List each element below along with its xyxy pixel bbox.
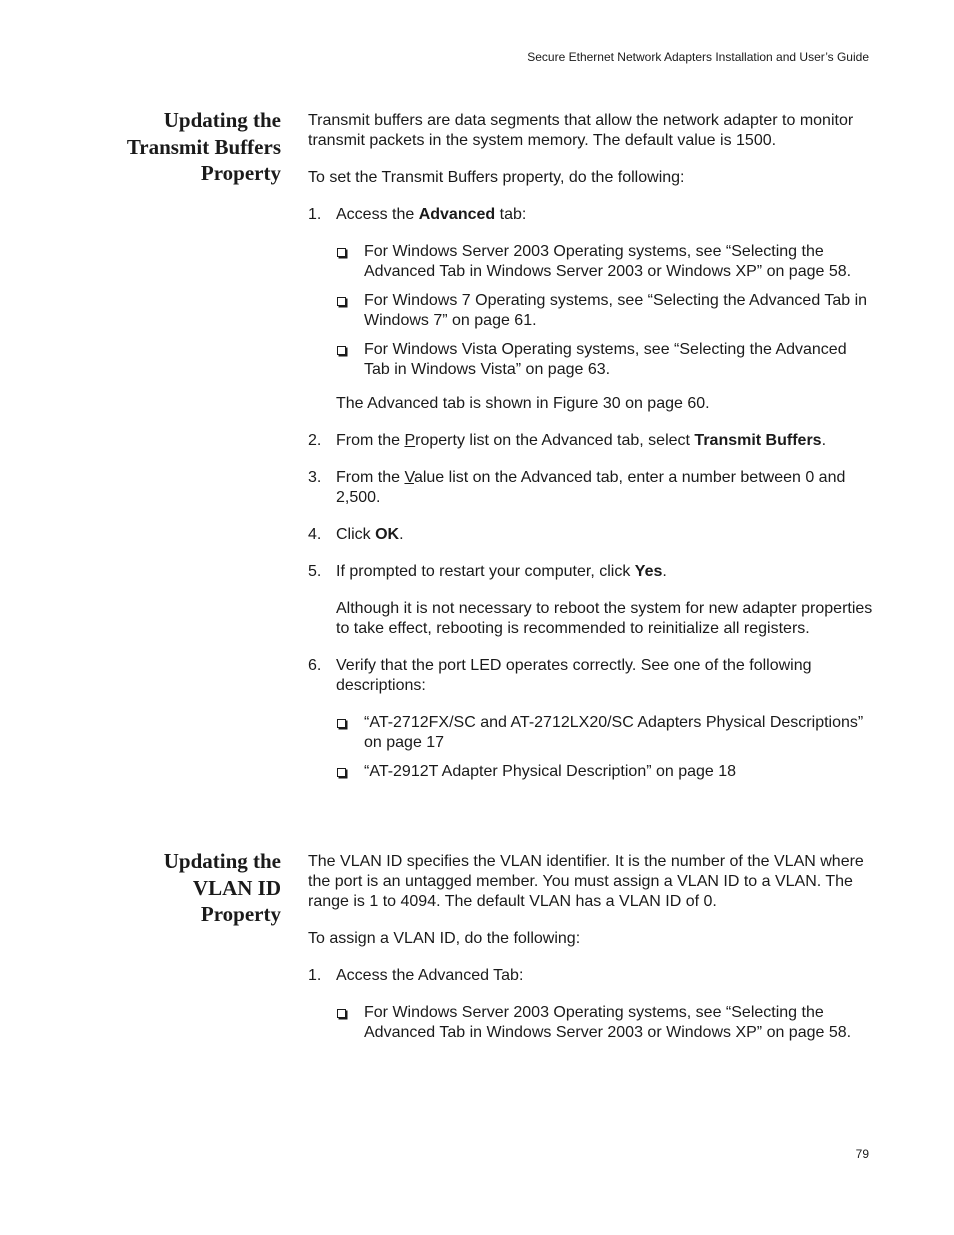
step-note: The Advanced tab is shown in Figure 30 on page 60. (336, 395, 710, 412)
heading-line: VLAN ID (192, 875, 281, 900)
list-item: For Windows Server 2003 Operating systems, see “Selecting the Advanced Tab in Windows Server 2003 or Windows XP” on page 58. (336, 1003, 873, 1043)
list-item: “AT-2912T Adapter Physical Description” on page 18 (336, 762, 873, 782)
running-header: Secure Ethernet Network Adapters Installation and User’s Guide (527, 50, 869, 64)
ui-term: Yes (634, 563, 663, 580)
step-text: Access the Advanced Tab: (336, 967, 524, 984)
lead-paragraph: To set the Transmit Buffers property, do the following: (308, 169, 685, 186)
ui-term: OK (375, 526, 400, 543)
checkbox-bullet-icon (337, 768, 346, 777)
page-number: 79 (855, 1147, 869, 1161)
ui-term: Transmit Buffers (694, 432, 822, 449)
list-item: For Windows 7 Operating systems, see “Selecting the Advanced Tab in Windows 7” on page 61. (336, 291, 873, 331)
step-5 (308, 562, 873, 582)
step-text: Access the Advanced tab: (336, 206, 527, 223)
section-body (308, 852, 873, 1057)
heading-line: Transmit Buffers (126, 134, 281, 159)
step-3 (308, 468, 873, 508)
heading-line: Property (200, 902, 281, 926)
lead-paragraph: To assign a VLAN ID, do the following: (308, 930, 581, 947)
step-number: 5. (308, 563, 322, 580)
step-6 (308, 656, 873, 696)
step-text: From the Value list on the Advanced tab, enter a number between 0 and 2,500. (336, 469, 846, 506)
bullet-list (336, 713, 873, 782)
step-1 (308, 205, 873, 225)
bullet-list (336, 1003, 873, 1043)
step-text: From the Property list on the Advanced tab, select Transmit Buffers. (336, 432, 827, 449)
step-4 (308, 525, 873, 545)
heading-line: Property (200, 161, 281, 185)
step-number: 3. (308, 469, 322, 486)
list-item: For Windows Server 2003 Operating systems, see “Selecting the Advanced Tab in Windows Server 2003 or Windows XP” on page 58. (336, 242, 873, 282)
checkbox-bullet-icon (337, 719, 346, 728)
list-item: For Windows Vista Operating systems, see “Selecting the Advanced Tab in Windows Vista” on page 63. (336, 340, 873, 380)
checkbox-bullet-icon (337, 297, 346, 306)
step-number: 1. (308, 206, 322, 223)
step-2 (308, 431, 873, 451)
step-note: Although it is not necessary to reboot the system for new adapter properties to take effect, rebooting is recommended to reinitialize all registers. (336, 600, 873, 637)
intro-paragraph: The VLAN ID specifies the VLAN identifier. It is the number of the VLAN where the port is an untagged member. You must assign a VLAN ID to a VLAN. The range is 1 to 4094. The default VLAN has a VLAN ID of 0. (308, 853, 864, 910)
section-heading (80, 107, 281, 187)
step-number: 2. (308, 432, 322, 449)
step-number: 6. (308, 657, 322, 674)
step-text: Verify that the port LED operates correctly. See one of the following descriptions: (336, 657, 812, 694)
step-text: If prompted to restart your computer, click Yes. (336, 563, 667, 580)
bullet-list (336, 242, 873, 380)
list-item: “AT-2712FX/SC and AT-2712LX20/SC Adapters Physical Descriptions” on page 17 (336, 713, 873, 753)
step-text: Click OK. (336, 526, 404, 543)
section-heading (80, 848, 281, 928)
checkbox-bullet-icon (337, 1009, 346, 1018)
heading-line: Updating the (163, 849, 281, 873)
step-1 (308, 966, 873, 986)
ui-term: Advanced (418, 206, 496, 223)
section-body (308, 111, 873, 796)
step-number: 1. (308, 967, 322, 984)
step-number: 4. (308, 526, 322, 543)
checkbox-bullet-icon (337, 248, 346, 257)
intro-paragraph: Transmit buffers are data segments that allow the network adapter to monitor transmit packets in the system memory. The default value is 1500. (308, 112, 854, 149)
checkbox-bullet-icon (337, 346, 346, 355)
heading-line: Updating the (163, 108, 281, 132)
